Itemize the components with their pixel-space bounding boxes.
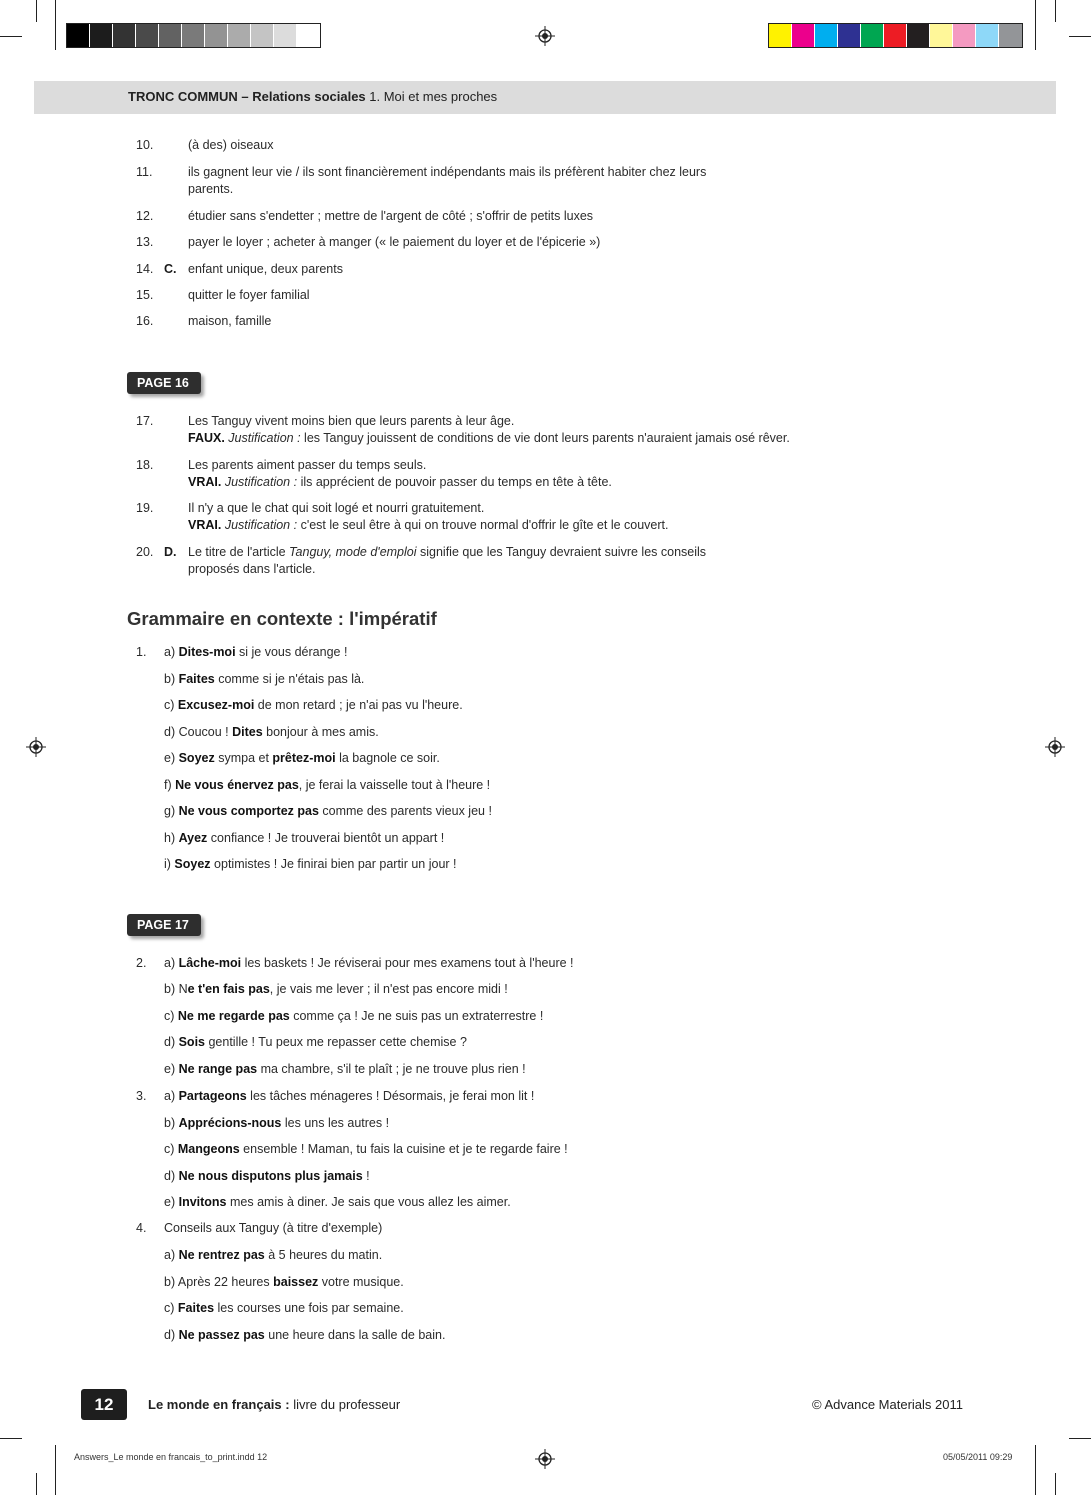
book-title: [148, 1397, 400, 1412]
answer-text: b): [164, 1115, 179, 1130]
imperative-verb: Partageons: [178, 1089, 247, 1103]
item-text: ils gagnent leur vie / ils sont financièrement indépendants mais ils préfèrent habiter chez leurs parents.: [188, 165, 707, 196]
color-swatch: [769, 24, 792, 47]
color-swatch: [182, 24, 205, 47]
answer-text: ensemble ! Maman, tu fais la cuisine et je te regarde faire !: [239, 1142, 568, 1156]
answer-text: c): [164, 1142, 178, 1156]
justification: [188, 474, 888, 491]
answer-line: [164, 1247, 382, 1264]
color-swatch: [90, 24, 113, 47]
color-swatch: [907, 24, 930, 47]
answer-text: g): [164, 804, 179, 818]
color-swatch: [274, 24, 297, 47]
justification-label: Justification :: [228, 431, 301, 445]
section-title: Grammaire en contexte : l'impératif: [127, 608, 437, 629]
page-17-tab: PAGE 17: [127, 914, 201, 936]
answer-text: si je vous dérange !: [235, 645, 348, 659]
item-number: 14.: [136, 262, 154, 276]
answer-text: c): [164, 698, 178, 712]
statement: Les parents aiment passer du temps seuls.: [188, 458, 427, 472]
justification-text: ils apprécient de pouvoir passer du temps en tête à tête.: [297, 475, 612, 489]
answer-line: [164, 1194, 511, 1211]
answer-text: mes amis à diner. Je sais que vous allez les aimer.: [226, 1195, 511, 1209]
question-number: 1.: [136, 645, 147, 659]
justification: [188, 430, 888, 447]
color-swatch: [838, 24, 861, 47]
item-text: payer le loyer ; acheter à manger (« le paiement du loyer et de l'épicerie »): [188, 235, 601, 249]
answer-text: d): [164, 1327, 179, 1342]
answer-text: sympa et: [214, 751, 273, 765]
imperative-verb: e t'en fais pas: [187, 982, 270, 997]
answer-line: [164, 1088, 534, 1105]
registration-mark-icon: [1045, 737, 1065, 757]
item-20-text: [188, 544, 748, 578]
answer-text: !: [362, 1168, 370, 1183]
answer-text: , je ferai la vaisselle tout à l'heure !: [298, 777, 491, 792]
color-swatch: [297, 24, 320, 47]
imperative-verb: Sois: [178, 1035, 205, 1050]
justification-label: Justification :: [224, 475, 298, 489]
item-number: 19.: [136, 501, 154, 515]
item-number: 17.: [136, 414, 154, 428]
item-letter: D.: [164, 545, 177, 559]
answer-line: [164, 1115, 389, 1132]
answer-line: [164, 1034, 467, 1051]
color-swatch: [999, 24, 1022, 47]
statement: Il n'y a que le chat qui soit logé et nourri gratuitement.: [188, 501, 485, 515]
imperative-verb: Ne vous comportez pas: [178, 804, 319, 818]
answer-text: b) N: [164, 982, 188, 997]
answer-text: e): [164, 1195, 179, 1209]
verdict: FAUX.: [188, 431, 225, 445]
registration-mark-icon: [535, 26, 555, 46]
item-20-pre: Le titre de l'article: [188, 545, 290, 559]
answer-text: les baskets ! Je réviserai pour mes examens tout à l'heure !: [241, 956, 574, 970]
article-title: Tanguy, mode d'emploi: [289, 545, 417, 559]
answer-text: bonjour à mes amis.: [262, 724, 379, 739]
crop-mark: [1035, 0, 1036, 50]
item-text: maison, famille: [188, 314, 272, 328]
answer-line: [164, 1168, 370, 1185]
answer-text: comme si je n'étais pas là.: [214, 671, 365, 686]
question-number: 3.: [136, 1089, 147, 1103]
answer-text: d) Coucou !: [164, 724, 233, 739]
answer-line: [164, 1300, 404, 1317]
answer-line: [164, 671, 364, 688]
answer-text: a): [164, 1248, 179, 1262]
crop-mark: [36, 0, 37, 22]
header-section: TRONC COMMUN – Relations sociales: [128, 89, 366, 104]
answer-text: a): [164, 1089, 179, 1103]
justification: [188, 517, 888, 534]
imperative-verb: Invitons: [178, 1195, 227, 1209]
imperative-verb: Excusez-moi: [177, 698, 255, 712]
imperative-verb: prêtez-moi: [272, 751, 336, 765]
answer-text: c): [164, 1008, 178, 1023]
answer-text: comme ça ! Je ne suis pas un extraterrestre !: [289, 1008, 544, 1023]
answer-text: les courses une fois par semaine.: [214, 1301, 404, 1315]
answer-line: [164, 830, 444, 847]
answer-line: [164, 1141, 568, 1158]
answer-line: [164, 1274, 404, 1291]
answer-line: [164, 644, 347, 661]
answer-line: [164, 803, 492, 820]
imperative-verb: baissez: [273, 1274, 319, 1289]
answer-text: d): [164, 1168, 179, 1183]
item-number: 12.: [136, 209, 154, 223]
justification-text: c'est le seul être à qui on trouve normal d'offrir le gîte et le couvert.: [297, 518, 669, 532]
book-title-bold: Le monde en français :: [148, 1397, 290, 1412]
book-title-rest: livre du professeur: [289, 1397, 401, 1412]
color-swatch: [251, 24, 274, 47]
justification-label: Justification :: [224, 518, 298, 532]
answer-text: votre musique.: [318, 1274, 404, 1289]
process-color-bar: [768, 23, 1023, 48]
answer-line: [164, 981, 508, 998]
answer-text: gentille ! Tu peux me repasser cette chemise ?: [205, 1035, 467, 1050]
justification-text: les Tanguy jouissent de conditions de vie dont leurs parents n'auraient jamais osé rêver.: [300, 431, 790, 445]
answer-text: h): [164, 830, 179, 845]
running-header: [128, 89, 497, 104]
answer-line: [164, 955, 574, 972]
imperative-verb: Ne me regarde pas: [177, 1008, 290, 1023]
item-number: 18.: [136, 458, 154, 472]
imperative-verb: Dites: [232, 724, 263, 739]
answer-line: [164, 856, 457, 873]
answer-line: [164, 750, 440, 767]
verdict: VRAI.: [188, 475, 222, 489]
imperative-verb: Soyez: [178, 751, 215, 765]
color-swatch: [930, 24, 953, 47]
copyright: © Advance Materials 2011: [812, 1397, 963, 1412]
answer-line: [164, 777, 490, 794]
question-4-intro: Conseils aux Tanguy (à titre d'exemple): [164, 1221, 383, 1235]
answer-line: [164, 1008, 543, 1025]
answer-text: f): [164, 777, 176, 792]
item-text: étudier sans s'endetter ; mettre de l'argent de côté ; s'offrir de petits luxes: [188, 209, 594, 223]
item-number: 16.: [136, 314, 154, 328]
answer-text: a): [164, 645, 179, 659]
imperative-verb: Dites-moi: [178, 645, 236, 659]
crop-mark: [1055, 0, 1056, 22]
item-number: 15.: [136, 288, 154, 302]
answer-text: les uns les autres !: [281, 1115, 390, 1130]
crop-mark: [1069, 1438, 1091, 1439]
answer-line: [164, 1327, 445, 1344]
answer-text: e): [164, 1061, 179, 1076]
crop-mark: [55, 1445, 56, 1495]
answer-text: de mon retard ; je n'ai pas vu l'heure.: [254, 698, 463, 712]
answer-text: ma chambre, s'il te plaît ; je ne trouve plus rien !: [257, 1061, 526, 1076]
page-number: 12: [81, 1389, 127, 1420]
answer-text: confiance ! Je trouverai bientôt un appart !: [207, 830, 445, 845]
crop-mark: [0, 36, 22, 37]
item-number: 11.: [136, 165, 153, 179]
imperative-verb: Ne range pas: [178, 1061, 258, 1076]
grayscale-color-bar: [66, 23, 321, 48]
registration-mark-icon: [535, 1449, 555, 1469]
header-chapter: 1. Moi et mes proches: [365, 89, 498, 104]
color-swatch: [159, 24, 182, 47]
color-swatch: [113, 24, 136, 47]
color-swatch: [815, 24, 838, 47]
answer-text: les tâches ménageres ! Désormais, je ferai mon lit !: [246, 1089, 535, 1103]
color-swatch: [205, 24, 228, 47]
answer-text: à 5 heures du matin.: [264, 1248, 383, 1262]
color-swatch: [953, 24, 976, 47]
crop-mark: [1055, 1473, 1056, 1495]
answer-text: d): [164, 1035, 179, 1050]
crop-mark: [0, 1438, 22, 1439]
date-slug: 05/05/2011 09:29: [943, 1452, 1013, 1462]
answer-text: une heure dans la salle de bain.: [264, 1327, 446, 1342]
imperative-verb: Soyez: [174, 857, 211, 871]
color-swatch: [884, 24, 907, 47]
answer-text: a): [164, 956, 179, 970]
crop-mark: [1035, 1445, 1036, 1495]
item-letter: C.: [164, 262, 177, 276]
answer-text: , je vais me lever ; il n'est pas encore midi !: [269, 982, 508, 997]
item-20-post: signifie que les Tanguy devraient suivre les conseils proposés dans l'article.: [188, 545, 707, 576]
item-text: enfant unique, deux parents: [188, 262, 343, 276]
imperative-verb: Mangeons: [177, 1142, 240, 1156]
crop-mark: [1069, 36, 1091, 37]
crop-mark: [55, 0, 56, 50]
color-swatch: [792, 24, 815, 47]
answer-line: [164, 724, 379, 741]
imperative-verb: Ne nous disputons plus jamais: [178, 1168, 363, 1183]
registration-mark-icon: [26, 737, 46, 757]
answer-text: c): [164, 1301, 178, 1315]
answer-text: optimistes ! Je finirai bien par partir un jour !: [210, 857, 457, 871]
answer-text: la bagnole ce soir.: [335, 751, 440, 765]
item-number: 13.: [136, 235, 154, 249]
page-16-tab: PAGE 16: [127, 372, 201, 394]
item-number: 20.: [136, 545, 154, 559]
statement: Les Tanguy vivent moins bien que leurs parents à leur âge.: [188, 414, 515, 428]
color-swatch: [136, 24, 159, 47]
color-swatch: [67, 24, 90, 47]
imperative-verb: Ayez: [178, 830, 208, 845]
answer-line: [164, 1061, 526, 1078]
file-slug: Answers_Le monde en francais_to_print.indd 12: [74, 1452, 268, 1462]
item-text: (à des) oiseaux: [188, 138, 274, 152]
color-swatch: [228, 24, 251, 47]
color-swatch: [976, 24, 999, 47]
question-number: 2.: [136, 956, 147, 970]
imperative-verb: Faites: [178, 671, 215, 686]
imperative-verb: Apprécions-nous: [178, 1115, 282, 1130]
question-number: 4.: [136, 1221, 147, 1235]
imperative-verb: Ne passez pas: [178, 1327, 265, 1342]
crop-mark: [36, 1473, 37, 1495]
answer-text: b): [164, 671, 179, 686]
item-text: quitter le foyer familial: [188, 288, 310, 302]
answer-text: i): [164, 857, 175, 871]
imperative-verb: Ne vous énervez pas: [175, 777, 299, 792]
answer-line: [164, 697, 463, 714]
answer-text: e): [164, 751, 179, 765]
verdict: VRAI.: [188, 518, 222, 532]
answer-text: b) Après 22 heures: [164, 1274, 274, 1289]
imperative-verb: Faites: [177, 1301, 215, 1315]
answer-text: comme des parents vieux jeu !: [318, 804, 492, 818]
imperative-verb: Lâche-moi: [178, 956, 242, 970]
item-number: 10.: [136, 138, 154, 152]
imperative-verb: Ne rentrez pas: [178, 1248, 265, 1262]
color-swatch: [861, 24, 884, 47]
